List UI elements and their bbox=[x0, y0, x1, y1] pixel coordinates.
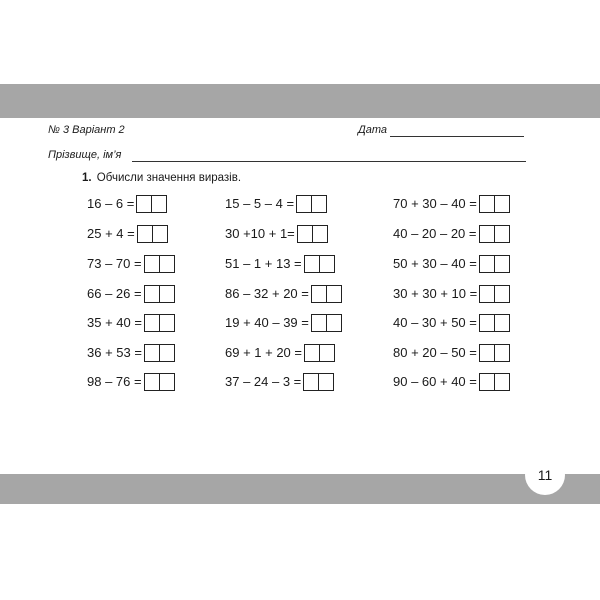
expression-text: 35 + 40 = bbox=[87, 315, 142, 330]
top-gray-band bbox=[0, 84, 600, 118]
answer-box[interactable] bbox=[304, 344, 335, 362]
answer-box[interactable] bbox=[304, 255, 335, 273]
answer-cell[interactable] bbox=[296, 195, 312, 213]
answer-cell[interactable] bbox=[312, 195, 327, 213]
answer-box[interactable] bbox=[136, 195, 167, 213]
expression-c3-r5 bbox=[393, 313, 510, 333]
answer-cell[interactable] bbox=[137, 225, 153, 243]
variant-label: № 3 Варіант 2 bbox=[48, 124, 125, 136]
expression-text: 36 + 53 = bbox=[87, 345, 142, 360]
date-line[interactable] bbox=[390, 136, 524, 137]
expression-text: 50 + 30 – 40 = bbox=[393, 256, 477, 271]
answer-box[interactable] bbox=[296, 195, 327, 213]
answer-cell[interactable] bbox=[495, 225, 510, 243]
expression-text: 19 + 40 – 39 = bbox=[225, 315, 309, 330]
expression-text: 30 +10 + 1= bbox=[225, 226, 295, 241]
expression-text: 40 – 30 + 50 = bbox=[393, 315, 477, 330]
expression-c1-r6 bbox=[87, 343, 175, 363]
expression-text: 40 – 20 – 20 = bbox=[393, 226, 477, 241]
expression-c2-r3 bbox=[225, 254, 335, 274]
expression-text: 25 + 4 = bbox=[87, 226, 135, 241]
expression-c1-r7 bbox=[87, 372, 175, 392]
expression-c1-r1 bbox=[87, 194, 167, 214]
expression-text: 90 – 60 + 40 = bbox=[393, 374, 477, 389]
answer-box[interactable] bbox=[311, 285, 342, 303]
answer-cell[interactable] bbox=[495, 195, 510, 213]
expression-text: 69 + 1 + 20 = bbox=[225, 345, 302, 360]
answer-box[interactable] bbox=[311, 314, 342, 332]
answer-box[interactable] bbox=[297, 225, 328, 243]
answer-cell[interactable] bbox=[144, 255, 160, 273]
answer-cell[interactable] bbox=[311, 314, 327, 332]
bottom-gray-band bbox=[0, 474, 600, 504]
answer-cell[interactable] bbox=[320, 344, 335, 362]
expression-c1-r2 bbox=[87, 224, 168, 244]
answer-cell[interactable] bbox=[495, 344, 510, 362]
answer-cell[interactable] bbox=[303, 373, 319, 391]
answer-cell[interactable] bbox=[160, 255, 175, 273]
answer-cell[interactable] bbox=[495, 314, 510, 332]
task-number: 1. bbox=[82, 172, 92, 184]
answer-box[interactable] bbox=[479, 344, 510, 362]
answer-cell[interactable] bbox=[144, 314, 160, 332]
answer-cell[interactable] bbox=[479, 373, 495, 391]
answer-cell[interactable] bbox=[327, 314, 342, 332]
answer-cell[interactable] bbox=[304, 255, 320, 273]
answer-box[interactable] bbox=[137, 225, 168, 243]
answer-box[interactable] bbox=[479, 255, 510, 273]
answer-cell[interactable] bbox=[495, 255, 510, 273]
expression-c3-r6 bbox=[393, 343, 510, 363]
expression-text: 16 – 6 = bbox=[87, 196, 135, 211]
expression-c1-r5 bbox=[87, 313, 175, 333]
expression-text: 98 – 76 = bbox=[87, 374, 142, 389]
answer-box[interactable] bbox=[144, 373, 175, 391]
answer-cell[interactable] bbox=[313, 225, 328, 243]
answer-box[interactable] bbox=[479, 373, 510, 391]
task-instruction: Обчисли значення виразів. bbox=[96, 172, 242, 184]
answer-cell[interactable] bbox=[136, 195, 152, 213]
answer-box[interactable] bbox=[303, 373, 334, 391]
answer-box[interactable] bbox=[479, 285, 510, 303]
answer-cell[interactable] bbox=[297, 225, 313, 243]
answer-cell[interactable] bbox=[320, 255, 335, 273]
answer-cell[interactable] bbox=[495, 285, 510, 303]
task-heading bbox=[82, 172, 241, 184]
expression-text: 70 + 30 – 40 = bbox=[393, 196, 477, 211]
expression-text: 86 – 32 + 20 = bbox=[225, 286, 309, 301]
expression-text: 15 – 5 – 4 = bbox=[225, 196, 295, 211]
answer-box[interactable] bbox=[144, 255, 175, 273]
expression-c2-r4 bbox=[225, 284, 342, 304]
answer-cell[interactable] bbox=[479, 225, 495, 243]
expression-text: 80 + 20 – 50 = bbox=[393, 345, 477, 360]
expression-c3-r2 bbox=[393, 224, 510, 244]
answer-box[interactable] bbox=[479, 225, 510, 243]
answer-box[interactable] bbox=[479, 195, 510, 213]
expression-c1-r3 bbox=[87, 254, 175, 274]
answer-cell[interactable] bbox=[311, 285, 327, 303]
date-label: Дата bbox=[358, 124, 388, 136]
answer-cell[interactable] bbox=[160, 285, 175, 303]
answer-cell[interactable] bbox=[327, 285, 342, 303]
answer-cell[interactable] bbox=[144, 344, 160, 362]
expression-c2-r2 bbox=[225, 224, 328, 244]
expression-c2-r5 bbox=[225, 313, 342, 333]
expression-text: 30 + 30 + 10 = bbox=[393, 286, 478, 301]
answer-cell[interactable] bbox=[319, 373, 334, 391]
answer-cell[interactable] bbox=[144, 373, 160, 391]
expression-text: 37 – 24 – 3 = bbox=[225, 374, 302, 389]
answer-box[interactable] bbox=[144, 314, 175, 332]
page-number: 11 bbox=[525, 455, 565, 495]
expression-c3-r1 bbox=[393, 194, 510, 214]
answer-box[interactable] bbox=[144, 285, 175, 303]
answer-box[interactable] bbox=[479, 314, 510, 332]
name-label: Прізвище, ім’я bbox=[48, 149, 122, 161]
answer-cell[interactable] bbox=[479, 344, 495, 362]
answer-cell[interactable] bbox=[152, 195, 167, 213]
expression-text: 73 – 70 = bbox=[87, 256, 142, 271]
name-line[interactable] bbox=[132, 161, 526, 162]
answer-cell[interactable] bbox=[160, 314, 175, 332]
expression-c2-r7 bbox=[225, 372, 334, 392]
expression-c2-r6 bbox=[225, 343, 335, 363]
expression-c3-r3 bbox=[393, 254, 510, 274]
answer-cell[interactable] bbox=[479, 195, 495, 213]
expression-text: 51 – 1 + 13 = bbox=[225, 256, 302, 271]
answer-cell[interactable] bbox=[160, 373, 175, 391]
answer-cell[interactable] bbox=[495, 373, 510, 391]
expression-c1-r4 bbox=[87, 284, 175, 304]
answer-cell[interactable] bbox=[479, 255, 495, 273]
expression-c3-r7 bbox=[393, 372, 510, 392]
expression-c2-r1 bbox=[225, 194, 327, 214]
answer-cell[interactable] bbox=[304, 344, 320, 362]
expression-c3-r4 bbox=[393, 284, 510, 304]
expression-text: 66 – 26 = bbox=[87, 286, 142, 301]
answer-cell[interactable] bbox=[479, 285, 495, 303]
answer-cell[interactable] bbox=[153, 225, 168, 243]
answer-cell[interactable] bbox=[144, 285, 160, 303]
answer-box[interactable] bbox=[144, 344, 175, 362]
answer-cell[interactable] bbox=[479, 314, 495, 332]
answer-cell[interactable] bbox=[160, 344, 175, 362]
